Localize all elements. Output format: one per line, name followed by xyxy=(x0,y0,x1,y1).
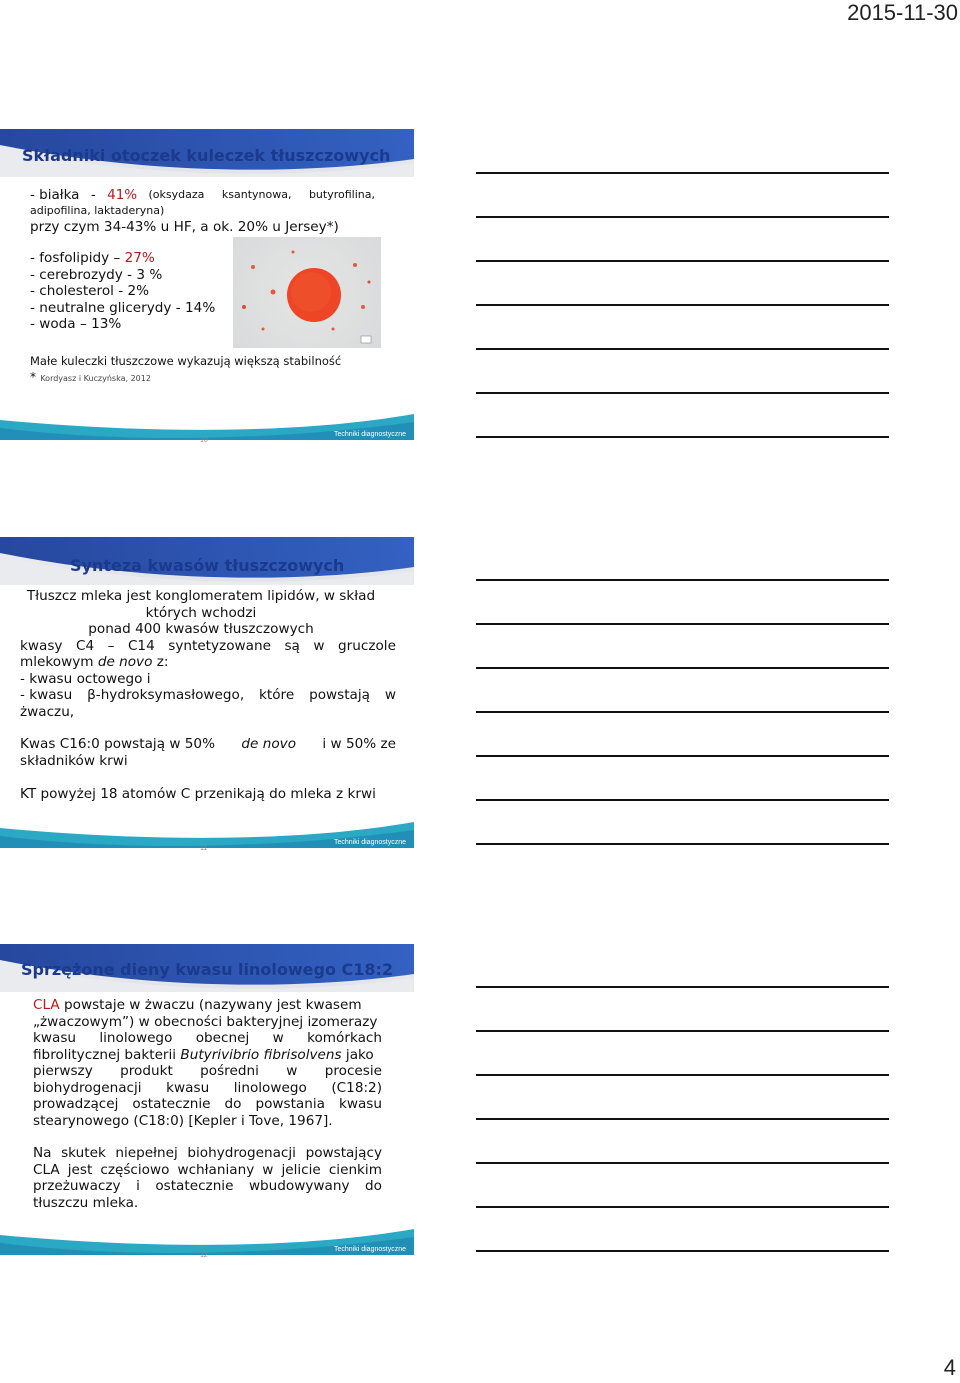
note-line xyxy=(476,304,889,306)
note-line xyxy=(476,348,889,350)
page-number: 4 xyxy=(943,1355,956,1380)
list-item: - cerebrozydy - 3 % xyxy=(30,266,163,283)
slide-title: Synteza kwasów tłuszczowych xyxy=(70,556,345,575)
note-line xyxy=(476,172,889,174)
note-line xyxy=(476,1162,889,1164)
note-line xyxy=(476,711,889,713)
slide-content xyxy=(20,588,396,803)
note-line xyxy=(476,623,889,625)
note-line xyxy=(476,1030,889,1032)
slide-number: 11 xyxy=(200,845,208,852)
footer-label: Techniki diagnostyczne xyxy=(334,431,406,438)
slide-header xyxy=(0,129,414,177)
note-line xyxy=(476,392,889,394)
synthesis-paragraph: kwasy C4 – C14 syntetyzowane są w gruczole mlekowym de novo z: - kwasu octowego i - kwasu β-hydroksymasłowego, które powstają w żwaczu, xyxy=(20,637,396,720)
note-line xyxy=(476,843,889,845)
slide-title: Sprzężone dieny kwasu linolowego C18:2 xyxy=(21,960,394,979)
note-line xyxy=(476,755,889,757)
slide-3 xyxy=(0,944,414,1259)
micrograph-image xyxy=(233,237,381,348)
protein-label: - białka xyxy=(30,187,80,203)
justified-line: kwasy C4 – C14 syntetyzowane są w gruczole xyxy=(20,637,396,654)
note-line xyxy=(476,1074,889,1076)
note-line xyxy=(476,1118,889,1120)
slide-1 xyxy=(0,129,414,444)
slide-number: 12 xyxy=(200,1252,208,1259)
slide-title: Składniki otoczek kuleczek tłuszczowych xyxy=(22,146,391,165)
slide-content xyxy=(33,997,382,1211)
note-line xyxy=(476,260,889,262)
protein-line xyxy=(30,187,375,204)
list-item: - fosfolipidy – 27% xyxy=(30,250,155,266)
fat-globule-micrograph xyxy=(233,237,381,348)
list-item: - neutralne glicerydy - 14% xyxy=(30,299,216,316)
footer-label: Techniki diagnostyczne xyxy=(334,839,406,846)
list-item: - cholesterol - 2% xyxy=(30,283,150,299)
page-date: 2015-11-30 xyxy=(847,0,958,25)
note-line xyxy=(476,1250,889,1252)
stability-note: Małe kuleczki tłuszczowe wykazują większą stabilność xyxy=(30,353,342,368)
note-line xyxy=(476,579,889,581)
cla-absorption-paragraph: Na skutek niepełnej biohydrogenacji powstający CLA jest częściowo wchłaniany w jelicie cienkim przeżuwaczy i ostatecznie wbudowywany do tłuszczu mleka. xyxy=(33,1145,382,1211)
kt-paragraph: KT powyżej 18 atomów C przenikają do mleka z krwi xyxy=(20,786,376,802)
note-line xyxy=(476,799,889,801)
reference: * Kordyasz i Kuczyńska, 2012 xyxy=(30,370,151,384)
intro-paragraph: Tłuszcz mleka jest konglomeratem lipidów, w skład których wchodzi ponad 400 kwasów tłuszczowych xyxy=(26,588,376,637)
protein-note: (oksydaza ksantynowa, butyrofilina, xyxy=(148,188,375,201)
note-line xyxy=(476,1206,889,1208)
justified-line: - kwasu β-hydroksymasłowego, które powstają w xyxy=(20,687,396,703)
slide-number: 10 xyxy=(200,437,208,444)
c16-paragraph: Kwas C16:0 powstają w 50% de novo i w 50% ze składników krwi xyxy=(20,736,396,769)
note-line xyxy=(476,216,889,218)
protein-dash: - xyxy=(90,187,96,203)
slide-header xyxy=(0,944,414,992)
slide-header xyxy=(0,537,414,585)
note-line xyxy=(476,986,889,988)
protein-percent: 41% xyxy=(107,187,138,203)
note-line xyxy=(476,667,889,669)
list-item: - woda – 13% xyxy=(30,316,122,332)
footer-label: Techniki diagnostyczne xyxy=(334,1246,406,1253)
slide-2 xyxy=(0,537,414,852)
protein-breed-note: przy czym 34-43% u HF, a ok. 20% u Jersey*) xyxy=(30,218,339,235)
note-line xyxy=(476,436,889,438)
cla-paragraph: CLA powstaje w żwaczu (nazywany jest kwasem „żwaczowym”) w obecności bakteryjnej izomerazy kwasu linolowego obecnej w komórkach fibrolitycznej bakterii Butyrivibrio fibrisolvens jako pierwszy produkt pośredni w procesie biohydrogenacji kwasu linolowego (C18:2) prowadzącej ostatecznie do powstania kwasu stearynowego (C18:0) [Kepler i Tove, 1967]. xyxy=(33,997,382,1129)
protein-note-cont: adipofilina, laktaderyna) xyxy=(30,203,165,217)
